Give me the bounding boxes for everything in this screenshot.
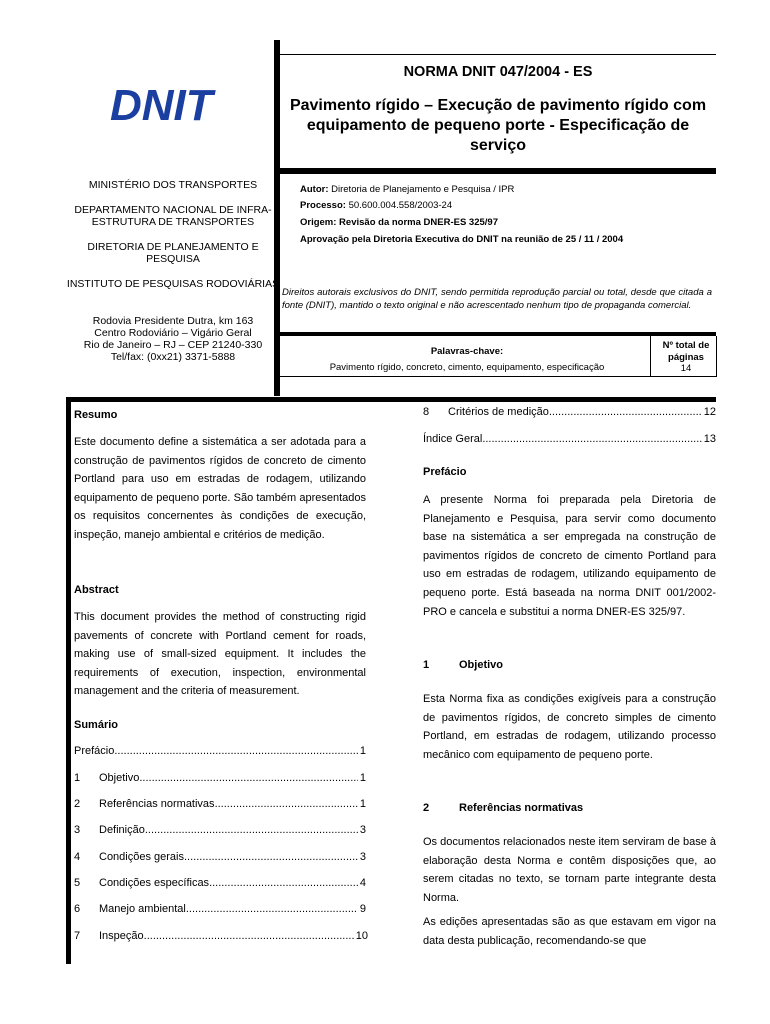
page-count-label: páginas	[668, 351, 704, 363]
toc-number: 1	[74, 772, 81, 784]
toc-page: 9	[359, 903, 366, 915]
dnit-logo	[108, 82, 242, 126]
toc-leader	[215, 798, 358, 810]
toc-item-indice-geral[interactable]	[423, 433, 716, 445]
copyright-notice: Direitos autorais exclusivos do DNIT, sendo permitida reprodução parcial ou total, desde que citada a fonte (DNIT), mantido o texto original e não acrescentado nenhum tipo de propaganda comercial.	[282, 287, 712, 311]
toc-label: Condições gerais	[99, 851, 184, 863]
org-departamento: DEPARTAMENTO NACIONAL DE INFRA-ESTRUTURA DE TRANSPORTES	[74, 204, 272, 228]
page-count-label: Nº total de	[662, 340, 710, 351]
toc-label: Condições específicas	[99, 877, 210, 889]
keywords-label: Palavras-chave:	[430, 346, 504, 357]
keywords-bottom-rule	[274, 376, 716, 377]
toc-page: 12	[703, 406, 716, 418]
title-bottom-rule	[274, 168, 716, 174]
org-ministerio: MINISTÉRIO DOS TRANSPORTES	[88, 179, 258, 191]
toc-item-objetivo[interactable]	[74, 772, 366, 784]
document-title: Pavimento rígido – Execução de pavimento rígido com equipamento de pequeno porte - Especificação de serviço	[289, 97, 707, 154]
body-left-rule	[66, 397, 71, 964]
section-1-number: 1	[423, 659, 430, 671]
address-line: Rodovia Presidente Dutra, km 163	[92, 315, 254, 327]
toc-number: 4	[74, 851, 81, 863]
toc-label: Definição	[99, 824, 145, 836]
sumario-heading: Sumário	[74, 719, 119, 731]
toc-label: Referências normativas	[99, 798, 215, 810]
toc-page: 10	[355, 930, 368, 942]
norma-number: NORMA DNIT 047/2004 - ES	[403, 64, 593, 80]
meta-processo	[300, 200, 452, 211]
prefacio-heading: Prefácio	[423, 466, 467, 478]
section-2-paragraph-2: As edições apresentadas são as que estavam em vigor na data desta publicação, recomendando-se que	[423, 916, 716, 947]
meta-autor	[300, 184, 514, 195]
toc-leader	[482, 433, 701, 445]
toc-leader	[139, 772, 358, 784]
toc-leader	[186, 903, 358, 915]
toc-label: Critérios de medição	[448, 406, 549, 418]
toc-item-referencias[interactable]	[74, 798, 366, 810]
toc-leader	[144, 930, 354, 942]
section-1-heading: Objetivo	[459, 659, 504, 671]
meta-autor-value: Diretoria de Planejamento e Pesquisa / IPR	[331, 184, 515, 195]
toc-item-condicoes-especificas[interactable]	[74, 877, 366, 889]
toc-page: 1	[359, 745, 366, 757]
toc-number: 2	[74, 798, 81, 810]
meta-aprovacao: Aprovação pela Diretoria Executiva do DNIT na reunião de 25 / 11 / 2004	[300, 234, 624, 245]
section-1-text: Esta Norma fixa as condições exigíveis para a construção de pavimentos rígidos, de concreto simples de cimento Portland, em estradas de rodagem, utilizando processo mecânico com equipamento de pequeno porte.	[423, 693, 716, 761]
section-2-heading: Referências normativas	[459, 802, 584, 814]
meta-autor-label: Autor:	[300, 184, 329, 195]
section-2-number: 2	[423, 802, 430, 814]
toc-label: Objetivo	[99, 772, 140, 784]
toc-leader	[209, 877, 358, 889]
abstract-text: This document provides the method of constructing rigid pavements of concrete with Portland cement for roads, making use of small-sized equipment. It includes the requirements of execution, inspection, environmental management and the criteria of measurement.	[74, 611, 366, 698]
toc-leader	[549, 406, 702, 418]
toc-page: 13	[703, 433, 716, 445]
toc-item-prefacio[interactable]	[74, 745, 366, 757]
section-2-paragraph-1: Os documentos relacionados neste item serviram de base à elaboração desta Norma e contêm disposições que, ao serem citadas no texto, se tornam parte integrante desta Norma.	[423, 836, 716, 904]
meta-processo-label: Processo:	[300, 200, 346, 211]
header-top-rule	[274, 54, 716, 55]
toc-item-manejo-ambiental[interactable]	[74, 903, 366, 915]
toc-leader	[114, 745, 358, 757]
meta-origem: Origem: Revisão da norma DNER-ES 325/97	[300, 217, 498, 228]
org-instituto: INSTITUTO DE PESQUISAS RODOVIÁRIAS	[66, 278, 280, 290]
toc-leader	[184, 851, 358, 863]
toc-number: 8	[423, 406, 430, 418]
toc-number: 6	[74, 903, 81, 915]
toc-page: 3	[359, 851, 366, 863]
logo-text: DNIT	[110, 82, 213, 126]
meta-processo-value: 50.600.004.558/2003-24	[348, 200, 453, 211]
address-line: Rio de Janeiro – RJ – CEP 21240-330	[83, 339, 263, 351]
toc-label: Inspeção	[99, 930, 144, 942]
org-address	[66, 315, 280, 363]
toc-label: Índice Geral	[423, 433, 483, 445]
toc-item-inspecao[interactable]	[74, 930, 368, 942]
keywords-text: Pavimento rígido, concreto, cimento, equipamento, especificação	[329, 362, 605, 373]
prefacio-text: A presente Norma foi preparada pela Diretoria de Planejamento e Pesquisa, para servir como documento base na sistemática a ser empregada na construção de pavimentos rígidos de concreto de cimento Portland para uso em estradas de rodagem, utilizando equipamento de pequeno porte. Está baseada na norma DNIT 001/2002-PRO e cancela e substitui a norma DNER-ES 325/97.	[423, 494, 716, 618]
resumo-heading: Resumo	[74, 409, 118, 421]
toc-leader	[145, 824, 358, 836]
toc-item-criterios-medicao[interactable]	[423, 406, 716, 418]
toc-label: Prefácio	[74, 745, 115, 757]
toc-page: 1	[359, 772, 366, 784]
toc-number: 7	[74, 930, 81, 942]
toc-page: 1	[359, 798, 366, 810]
toc-item-definicao[interactable]	[74, 824, 366, 836]
address-line: Centro Rodoviário – Vigário Geral	[94, 327, 252, 339]
resumo-text: Este documento define a sistemática a ser adotada para a construção de pavimentos rígidos de concreto de cimento Portland para uso em estradas de rodagem, utilizando equipamento de pequeno porte. São também apresentados os requisitos concernentes às condições de execução, inspeção, manejo ambiental e critérios de medição.	[74, 436, 366, 541]
toc-label: Manejo ambiental	[99, 903, 186, 915]
body-top-rule	[66, 397, 716, 402]
toc-item-condicoes-gerais[interactable]	[74, 851, 366, 863]
toc-number: 5	[74, 877, 81, 889]
toc-page: 4	[359, 877, 366, 889]
toc-page: 3	[359, 824, 366, 836]
org-diretoria: DIRETORIA DE PLANEJAMENTO E PESQUISA	[87, 241, 259, 265]
page-count-value: 14	[680, 363, 692, 374]
abstract-heading: Abstract	[74, 584, 119, 596]
toc-number: 3	[74, 824, 81, 836]
address-line: Tel/fax: (0xx21) 3371-5888	[110, 351, 236, 363]
page-count-box	[654, 340, 718, 375]
